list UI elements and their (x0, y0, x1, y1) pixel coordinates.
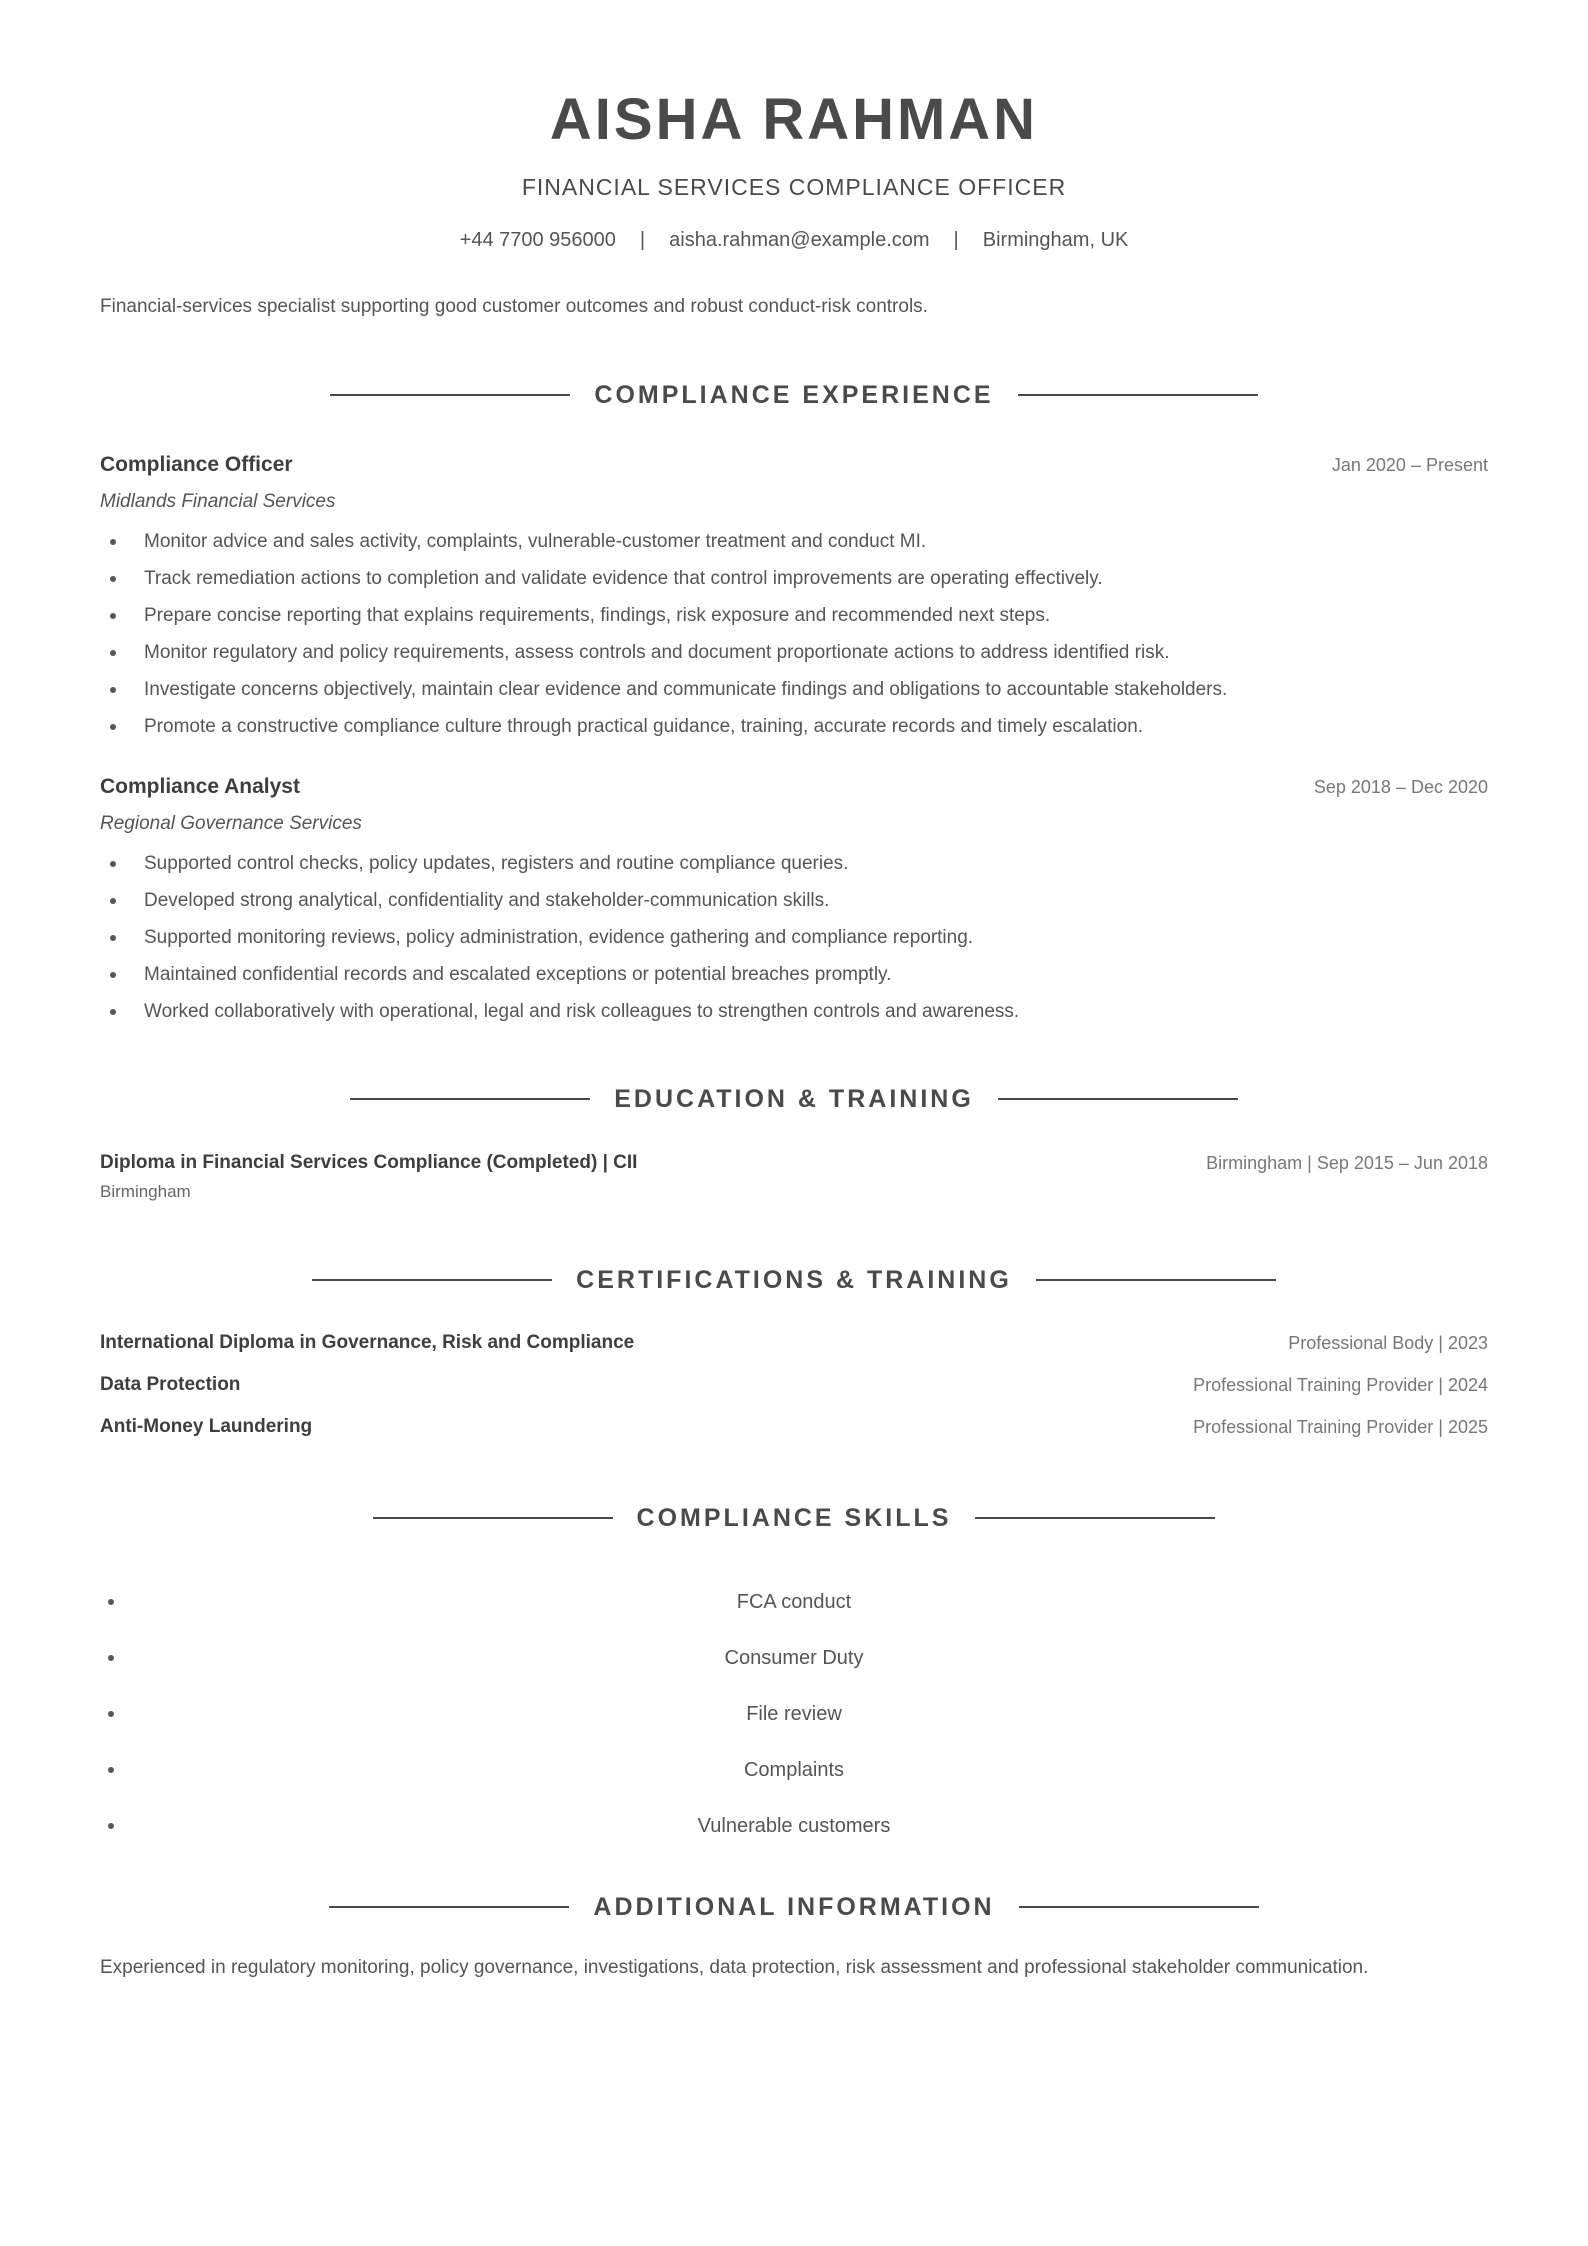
certification-entry (100, 1416, 1488, 1438)
job-bullet: Worked collaboratively with operational, legal and risk colleagues to strengthen controls and awareness. (100, 993, 1488, 1030)
skill-item: File review (100, 1686, 1488, 1742)
heading-rule (975, 1517, 1215, 1519)
certification-name: Anti-Money Laundering (100, 1416, 313, 1437)
job-company: Regional Governance Services (100, 813, 362, 834)
section-title: CERTIFICATIONS & TRAINING (576, 1265, 1012, 1294)
skill-item: Vulnerable customers (100, 1798, 1488, 1854)
job-dates: Jan 2020 – Present (1331, 455, 1488, 475)
heading-rule (1018, 394, 1258, 396)
contact-line (0, 229, 1588, 252)
job-title: Compliance Officer (100, 453, 293, 476)
additional-information-text: Experienced in regulatory monitoring, policy governance, investigations, data protection, risk assessment and professional stakeholder communication. (100, 1957, 1369, 1978)
job-title: Compliance Analyst (100, 775, 300, 798)
education-title: Diploma in Financial Services Compliance (Completed) | CII (100, 1152, 638, 1173)
section-title: EDUCATION & TRAINING (614, 1084, 974, 1113)
section-heading-experience (0, 378, 1588, 412)
certification-entry (100, 1332, 1488, 1354)
skill-item: Consumer Duty (100, 1630, 1488, 1686)
email-address: aisha.rahman@example.com (669, 229, 930, 251)
profile-summary: Financial-services specialist supporting good customer outcomes and robust conduct-risk controls. (100, 296, 928, 317)
heading-rule (330, 394, 570, 396)
job-bullet: Developed strong analytical, confidentiality and stakeholder-communication skills. (100, 882, 1488, 919)
job-bullet: Monitor regulatory and policy requirements, assess controls and document proportionate actions to address identified risk. (100, 634, 1488, 671)
certification-entry (100, 1374, 1488, 1396)
job-entry (100, 453, 1488, 745)
job-bullet: Monitor advice and sales activity, complaints, vulnerable-customer treatment and conduct MI. (100, 523, 1488, 560)
heading-rule (1019, 1906, 1259, 1908)
job-bullets (100, 523, 1488, 745)
certification-name: International Diploma in Governance, Risk and Compliance (100, 1332, 635, 1353)
candidate-name: AISHA RAHMAN (549, 87, 1039, 152)
section-title: COMPLIANCE EXPERIENCE (594, 380, 994, 409)
education-location: Birmingham (100, 1182, 191, 1201)
heading-rule (373, 1517, 613, 1519)
section-heading-education (0, 1082, 1588, 1116)
contact-separator: | (639, 229, 646, 251)
job-bullet: Investigate concerns objectively, maintain clear evidence and communicate findings and obligations to accountable stakeholders. (100, 671, 1488, 708)
job-bullet: Maintained confidential records and escalated exceptions or potential breaches promptly. (100, 956, 1488, 993)
section-title: COMPLIANCE SKILLS (636, 1503, 952, 1532)
skill-item: FCA conduct (100, 1574, 1488, 1630)
certification-name: Data Protection (100, 1374, 241, 1395)
job-bullet: Supported control checks, policy updates, registers and routine compliance queries. (100, 845, 1488, 882)
location: Birmingham, UK (982, 229, 1129, 251)
section-heading-certifications (0, 1263, 1588, 1297)
certification-meta: Professional Training Provider | 2024 (1193, 1375, 1488, 1395)
phone-number: +44 7700 956000 (459, 229, 616, 251)
job-bullet: Track remediation actions to completion and validate evidence that control improvements are operating effectively. (100, 560, 1488, 597)
job-entry (100, 775, 1488, 1030)
certification-meta: Professional Body | 2023 (1288, 1333, 1488, 1353)
section-title: ADDITIONAL INFORMATION (593, 1892, 995, 1921)
job-dates: Sep 2018 – Dec 2020 (1313, 777, 1488, 797)
certification-meta: Professional Training Provider | 2025 (1193, 1417, 1488, 1437)
skills-list (100, 1574, 1488, 1854)
section-heading-skills (0, 1501, 1588, 1535)
contact-separator: | (953, 229, 959, 251)
heading-rule (350, 1098, 590, 1100)
skill-item: Complaints (100, 1742, 1488, 1798)
section-heading-additional (0, 1890, 1588, 1924)
job-bullets (100, 845, 1488, 1030)
heading-rule (312, 1279, 552, 1281)
job-bullet: Promote a constructive compliance culture through practical guidance, training, accurate records and timely escalation. (100, 708, 1488, 745)
job-bullet: Supported monitoring reviews, policy administration, evidence gathering and compliance reporting. (100, 919, 1488, 956)
education-meta: Birmingham | Sep 2015 – Jun 2018 (1206, 1153, 1488, 1173)
job-bullet: Prepare concise reporting that explains requirements, findings, risk exposure and recommended next steps. (100, 597, 1488, 634)
candidate-title: FINANCIAL SERVICES COMPLIANCE OFFICER (521, 174, 1067, 200)
heading-rule (1036, 1279, 1276, 1281)
heading-rule (998, 1098, 1238, 1100)
job-company: Midlands Financial Services (100, 491, 336, 512)
education-entry (100, 1152, 1488, 1202)
heading-rule (329, 1906, 569, 1908)
